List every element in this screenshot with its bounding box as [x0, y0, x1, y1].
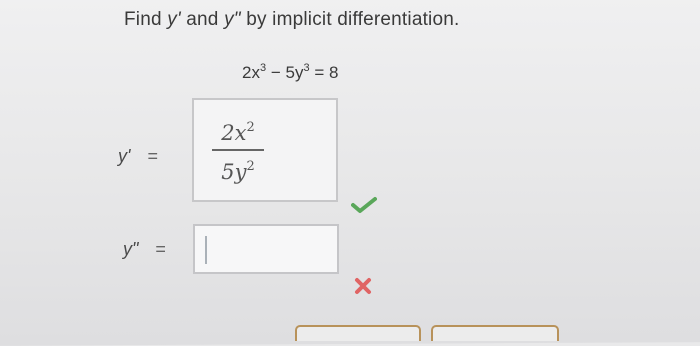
question-and: and	[186, 9, 219, 30]
text-cursor	[205, 236, 207, 264]
question-suffix: by implicit differentiation.	[246, 9, 460, 30]
y-double-prime-input[interactable]	[193, 224, 339, 274]
y-prime-symbol: y'	[118, 146, 131, 166]
y-prime-fraction	[210, 116, 266, 184]
equation-minus: −	[270, 63, 281, 82]
denominator-exponent: 2	[246, 159, 255, 174]
cross-icon	[353, 276, 373, 296]
numerator-exponent: 2	[246, 120, 255, 135]
denominator-base: 5y	[221, 160, 247, 184]
numerator-base: 2x	[221, 121, 247, 145]
y-prime-numerator	[210, 116, 266, 145]
y-double-prime-symbol: y"	[123, 239, 139, 259]
y-double-prime-equals: =	[155, 239, 166, 259]
checkmark-icon	[351, 196, 377, 214]
question-y-double-prime: y"	[224, 9, 241, 30]
given-equation	[242, 62, 338, 83]
question-y-prime: y'	[167, 9, 181, 30]
equation-term-a: 2x	[242, 63, 260, 82]
question-text	[124, 9, 460, 31]
equation-exponent-b: 3	[303, 62, 310, 74]
bottom-button-right-edge[interactable]	[431, 325, 559, 341]
y-double-prime-label	[123, 239, 166, 260]
y-prime-answer-box[interactable]	[192, 98, 338, 202]
y-prime-label	[118, 146, 158, 167]
y-prime-equals: =	[147, 146, 158, 166]
y-prime-denominator	[210, 155, 266, 184]
fraction-bar	[212, 149, 264, 151]
equation-rhs: = 8	[314, 63, 339, 82]
question-prefix: Find	[124, 9, 162, 30]
bottom-button-left-edge[interactable]	[295, 325, 421, 341]
equation-exponent-a: 3	[259, 62, 267, 74]
equation-term-b: 5y	[285, 63, 304, 82]
